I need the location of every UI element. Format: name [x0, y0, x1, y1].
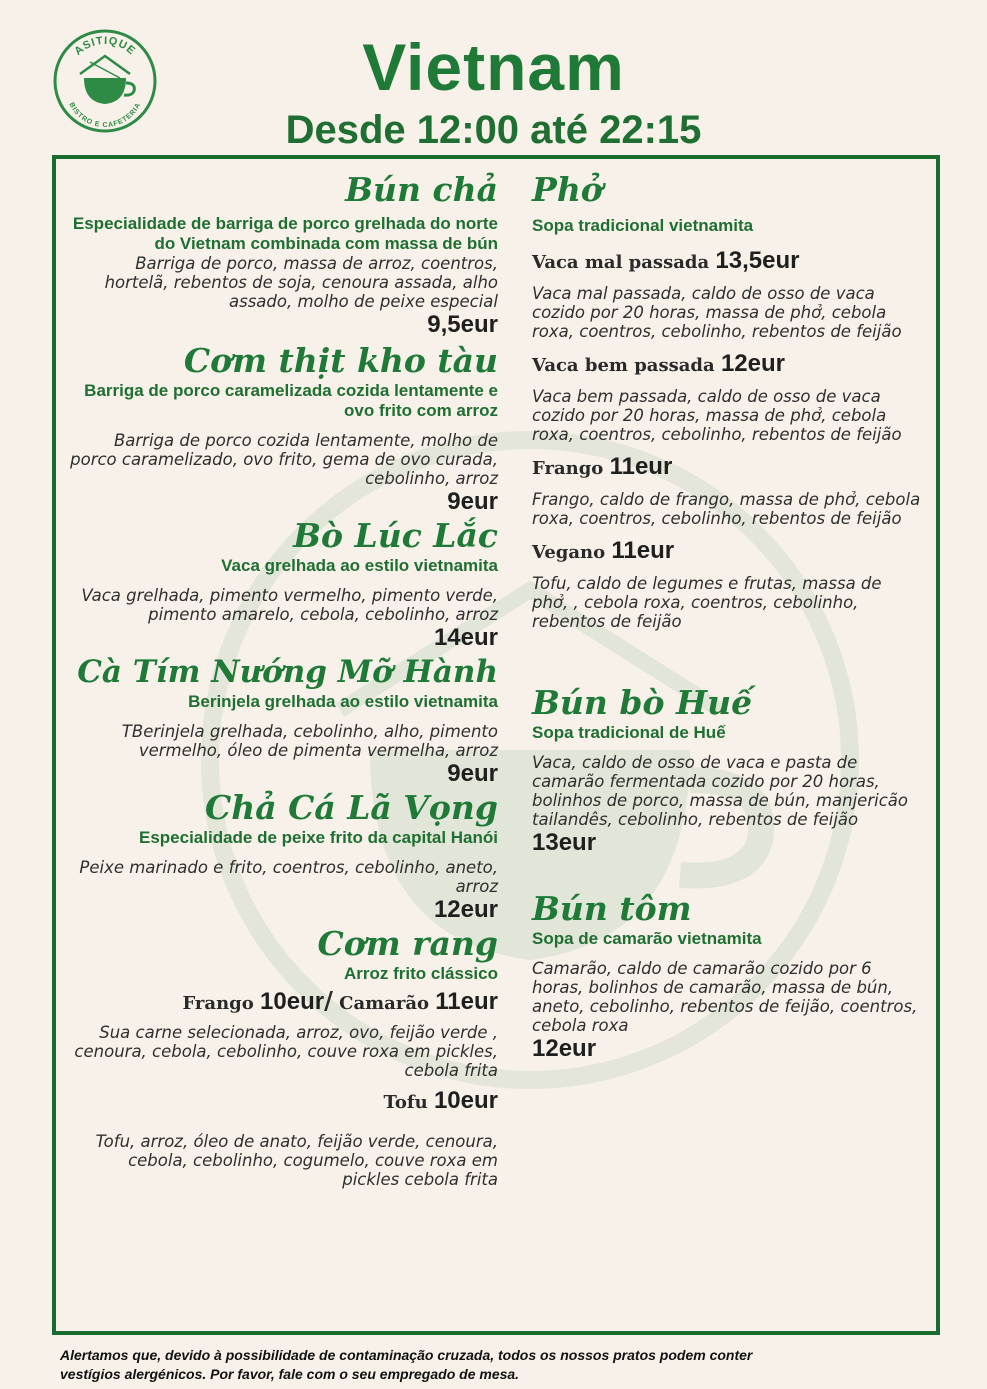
dish-description: Vaca grelhada, pimento vermelho, pimento verde, pimento amarelo, cebola, cebolinho, arroz — [81, 586, 498, 624]
menu-item-bo-luc-lac — [70, 516, 498, 652]
page-title: Vietnam — [362, 30, 625, 104]
allergen-notice — [60, 1346, 860, 1384]
dish-price: 12eur — [433, 896, 498, 923]
dish-title: Phở — [532, 170, 603, 209]
variant-price: 12eur — [720, 350, 785, 377]
dish-price: 9eur — [447, 760, 498, 787]
pho-variant — [532, 454, 922, 482]
dish-description: Vaca, caldo de osso de vaca e pasta de camarão fermentada cozido por 20 horas, bolinhos de porco, massa de bún, manjericão tailandês, cebolinho, rebentos de feijão — [532, 753, 908, 829]
menu-item-pho — [532, 170, 922, 631]
dish-price: 12eur — [532, 1035, 597, 1062]
opening-hours: Desde 12:00 até 22:15 — [285, 108, 702, 152]
dish-description: Frango, caldo de frango, massa de phở, cebola roxa, coentros, cebolinho, rebentos de feijão — [532, 490, 921, 528]
dish-subtitle: Vaca grelhada ao estilo vietnamita — [221, 556, 498, 575]
dish-description: Peixe marinado e frito, coentros, cebolinho, aneto, arroz — [79, 858, 498, 896]
dish-description: Tofu, arroz, óleo de anato, feijão verde, cenoura, cebola, cebolinho, cogumelo, couve roxa em pickles cebola frita — [95, 1132, 498, 1189]
dish-description: Vaca bem passada, caldo de osso de vaca cozido por 20 horas, massa de phở, cebola roxa, coentros, cebolinho, rebentos de feijão — [532, 387, 902, 444]
variant-price: 13,5eur — [715, 247, 800, 274]
price-variants — [70, 988, 498, 1017]
dish-subtitle: Sopa tradicional vietnamita — [532, 216, 754, 235]
dish-title: Cà Tím Nướng Mỡ Hành — [77, 654, 498, 690]
allergen-notice-line: vestígios alergénicos. Por favor, fale com o seu empregado de mesa. — [60, 1366, 520, 1382]
dish-title: Bún bò Huế — [532, 683, 753, 722]
dish-subtitle: Berinjela grelhada ao estilo vietnamita — [188, 692, 498, 711]
dish-price: 13eur — [532, 829, 597, 856]
allergen-notice-line: Alertamos que, devido à possibilidade de contaminação cruzada, todos os nossos pratos podem conter — [60, 1347, 753, 1363]
menu-item-com-rang — [70, 924, 498, 1189]
price-variant-tofu — [70, 1088, 498, 1116]
variant-separator: / — [324, 986, 333, 1015]
dish-description: TBerinjela grelhada, cebolinho, alho, pimento vermelho, óleo de pimenta vermelha, arroz — [121, 722, 498, 760]
variant-name: Vaca bem passada — [532, 355, 715, 376]
logo-text-bottom: BISTRO E CAFETERIA — [67, 101, 143, 130]
menu-item-bun-cha — [70, 170, 498, 339]
pho-variant — [532, 248, 922, 276]
logo-text-top: ASITIQUE — [72, 34, 138, 58]
dish-subtitle: Especialidade de barriga de porco grelhada do norte do Vietnam combinada com massa de bún — [72, 214, 498, 253]
menu-item-com-thit-kho-tau — [70, 341, 498, 516]
dish-description: Vaca mal passada, caldo de osso de vaca cozido por 20 horas, massa de phở, cebola roxa, coentros, cebolinho, rebentos de feijão — [532, 284, 902, 341]
menu-item-ca-tim — [70, 652, 498, 788]
dish-description: Tofu, caldo de legumes e frutas, massa de phở, , cebola roxa, coentros, cebolinho, rebentos de feijão — [532, 574, 882, 631]
variant-price: 11eur — [611, 537, 675, 564]
variant-name: Vegano — [532, 542, 606, 563]
variant-price: 10eur — [260, 988, 325, 1015]
dish-price: 9,5eur — [427, 311, 498, 338]
dish-title: Bún tôm — [532, 889, 692, 928]
dish-subtitle: Sopa tradicional de Huế — [532, 723, 726, 742]
dish-title: Cơm thịt kho tàu — [183, 341, 498, 380]
variant-name: Frango — [182, 993, 254, 1014]
variant-name: Vaca mal passada — [532, 252, 710, 273]
dish-title: Chả Cá Lã Vọng — [204, 788, 498, 827]
dish-price: 9eur — [447, 488, 498, 515]
pho-variant — [532, 538, 922, 566]
dish-description: Barriga de porco cozida lentamente, molho de porco caramelizado, ovo frito, gema de ovo curada, cebolinho, arroz — [70, 431, 498, 488]
dish-price: 14eur — [433, 624, 498, 651]
dish-title: Bò Lúc Lắc — [293, 516, 498, 555]
variant-price: 11eur — [435, 988, 498, 1015]
left-column — [70, 170, 498, 1189]
variant-name: Camarão — [339, 993, 429, 1014]
pho-variant — [532, 351, 922, 379]
dish-title: Bún chả — [345, 170, 498, 209]
menu-item-bun-tom — [532, 889, 922, 1063]
variant-price: 10eur — [433, 1087, 498, 1114]
menu-item-cha-ca — [70, 788, 498, 924]
dish-description: Sua carne selecionada, arroz, ovo, feijão verde , cenoura, cebola, cebolinho, couve roxa em pickles, cebola frita — [74, 1023, 498, 1080]
menu-item-bun-bo-hue — [532, 683, 922, 857]
dish-subtitle: Barriga de porco caramelizada cozida lentamente e ovo frito com arroz — [84, 381, 498, 420]
dish-subtitle: Arroz frito clássico — [344, 964, 498, 983]
dish-subtitle: Sopa de camarão vietnamita — [532, 929, 762, 948]
dish-description: Barriga de porco, massa de arroz, coentros, hortelã, rebentos de soja, cenoura assada, alho assado, molho de peixe especial — [104, 254, 498, 311]
variant-name: Frango — [532, 458, 604, 479]
right-column — [532, 170, 922, 1063]
dish-subtitle: Especialidade de peixe frito da capital Hanói — [138, 828, 498, 847]
dish-title: Cơm rang — [317, 924, 498, 963]
variant-name: Tofu — [383, 1092, 428, 1113]
dish-description: Camarão, caldo de camarão cozido por 6 horas, bolinhos de camarão, massa de bún, aneto, cebolinho, rebentos de feijão, coentros, cebola roxa — [532, 959, 918, 1035]
variant-price: 11eur — [609, 453, 673, 480]
